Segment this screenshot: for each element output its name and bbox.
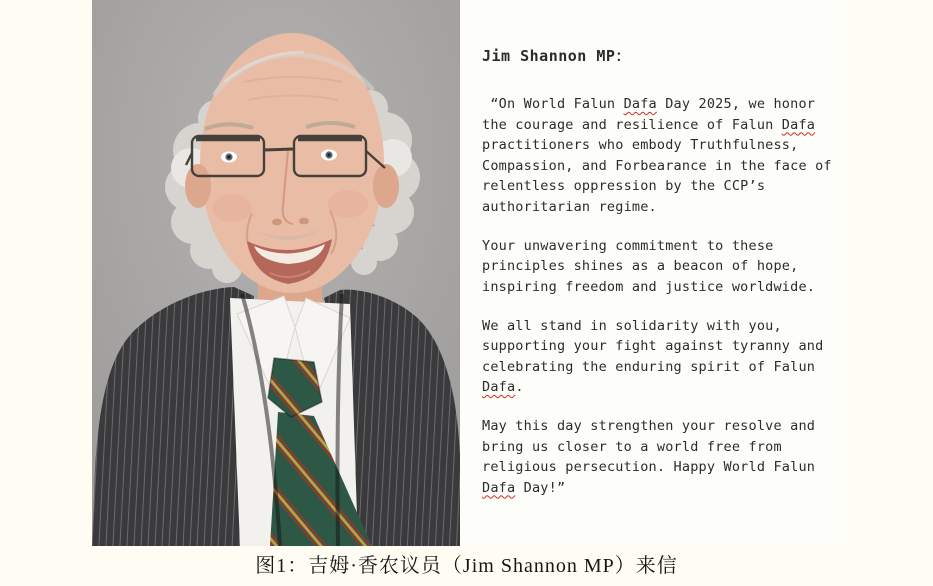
letter-paragraph xyxy=(482,416,832,498)
letter-line: Compassion, and Forbearance in the face of xyxy=(482,157,832,174)
letter-line: religious persecution. Happy World Falun xyxy=(482,459,816,475)
letter-line: bring us closer to a world free from xyxy=(482,438,782,455)
portrait-photo xyxy=(92,0,460,546)
letter-paragraph xyxy=(482,94,832,217)
misspelled-word: Dafa xyxy=(482,479,516,496)
letter-line: We all stand in solidarity with you, xyxy=(482,317,782,334)
letter-line: celebrating the enduring spirit of Falun xyxy=(482,358,816,375)
letter-line: Dafa. xyxy=(482,379,524,395)
misspelled-word: Dafa xyxy=(781,116,816,133)
suit xyxy=(92,287,460,546)
letter-body xyxy=(482,94,832,498)
letter-salutation: Jim Shannon MP： xyxy=(482,47,631,65)
letter-line: Dafa Day!” xyxy=(482,479,566,496)
letter-panel xyxy=(460,0,846,546)
letter-line: authoritarian regime. xyxy=(482,198,657,215)
letter-line: Your unwavering commitment to these xyxy=(482,237,774,254)
letter-line: practitioners who embody Truthfulness, xyxy=(482,137,799,153)
letter-line: inspiring freedom and justice worldwide. xyxy=(482,278,816,295)
letter-line: the courage and resilience of Falun Dafa xyxy=(482,116,816,133)
figure-image xyxy=(92,0,842,546)
letter-line: May this day strengthen your resolve and xyxy=(482,418,816,434)
misspelled-word: Dafa xyxy=(482,379,516,395)
misspelled-word: Dafa xyxy=(623,96,657,112)
letter-line: principles shines as a beacon of hope, xyxy=(482,258,799,274)
letter-paragraph xyxy=(482,316,832,398)
letter-line: “On World Falun Dafa Day 2025, we honor xyxy=(482,96,816,112)
portrait-illustration xyxy=(92,0,460,546)
figure-caption: 图1：吉姆·香农议员（Jim Shannon MP）来信 xyxy=(255,555,678,577)
letter-line: supporting your fight against tyranny and xyxy=(482,338,824,354)
letter-paragraph xyxy=(482,236,832,298)
letter-line: relentless oppression by the CCP’s xyxy=(482,178,766,194)
